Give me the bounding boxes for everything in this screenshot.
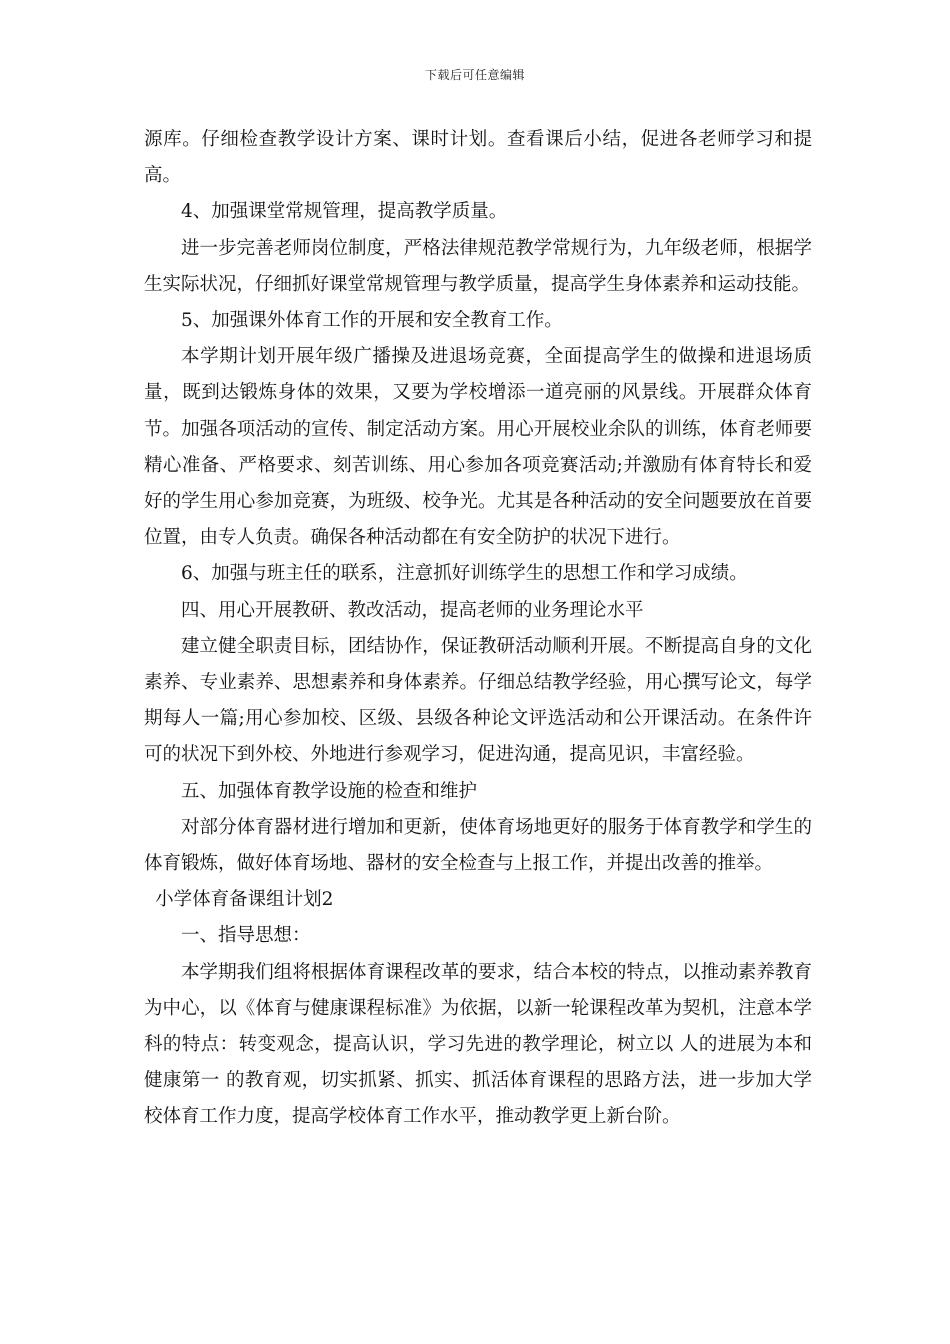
paragraph-4: 5、加强课外体育工作的开展和安全教育工作。 bbox=[181, 310, 563, 332]
page-header: 下载后可任意编辑 bbox=[424, 68, 525, 82]
document-body bbox=[144, 122, 812, 1136]
section-heading-5: 五、加强体育教学设施的检查和维护 bbox=[181, 780, 478, 802]
paragraph-6: 6、加强与班主任的联系，注意抓好训练学生的思想工作和学习成绩。 bbox=[181, 563, 748, 585]
paragraph-1: 源库。仔细检查教学设计方案、课时计划。查看课后小结，促进各老师学习和提高。 bbox=[144, 129, 812, 187]
paragraph-3: 进一步完善老师岗位制度，严格法律规范教学常规行为，九年级老师，根据学生实际状况，仔细抓好课堂常规管理与教学质量，提高学生身体素养和运动技能。 bbox=[144, 237, 812, 295]
section-heading-1: 一、指导思想： bbox=[181, 925, 311, 947]
paragraph-2: 4、加强课堂常规管理，提高教学质量。 bbox=[181, 201, 508, 223]
paragraph-8: 建立健全职责目标，团结协作，保证教研活动顺利开展。不断提高自身的文化素养、专业素养、思想素养和身体素养。仔细总结教学经验，用心撰写论文，每学期每人一篇;用心参加校、区级、县级各种论文评选活动和公开课活动。在条件许可的状况下到外校、外地进行参观学习，促进沟通，提高见识，丰富经验。 bbox=[144, 635, 812, 766]
paragraph-5: 本学期计划开展年级广播操及进退场竞赛，全面提高学生的做操和进退场质量，既到达锻炼身体的效果，又要为学校增添一道亮丽的风景线。开展群众体育节。加强各项活动的宣传、制定活动方案。用心开展校业余队的训练，体育老师要精心准备、严格要求、刻苦训练、用心参加各项竞赛活动;并激励有体育特长和爱好的学生用心参加竞赛，为班级、校争光。尤其是各种活动的安全问题要放在首要位置，由专人负责。确保各种活动都在有安全防护的状况下进行。 bbox=[144, 346, 812, 549]
document-title: 小学体育备课组计划2 bbox=[155, 889, 334, 911]
paragraph-13: 本学期我们组将根据体育课程改革的要求，结合本校的特点，以推动素养教育为中心，以《体育与健康课程标准》为依据，以新一轮课程改革为契机，注意本学科的特点：转变观念，提高认识，学习先进的教学理论，树立以 人的进展为本和健康第一 的教育观，切实抓紧、抓实、抓活体育课程的思路方法，进一步加大学校体育工作力度，提高学校体育工作水平，推动教学更上新台阶。 bbox=[144, 961, 812, 1128]
section-heading-4: 四、用心开展教研、教改活动，提高老师的业务理论水平 bbox=[181, 599, 644, 621]
paragraph-10: 对部分体育器材进行增加和更新，使体育场地更好的服务于体育教学和学生的体育锻炼，做好体育场地、器材的安全检查与上报工作，并提出改善的推举。 bbox=[144, 816, 812, 875]
